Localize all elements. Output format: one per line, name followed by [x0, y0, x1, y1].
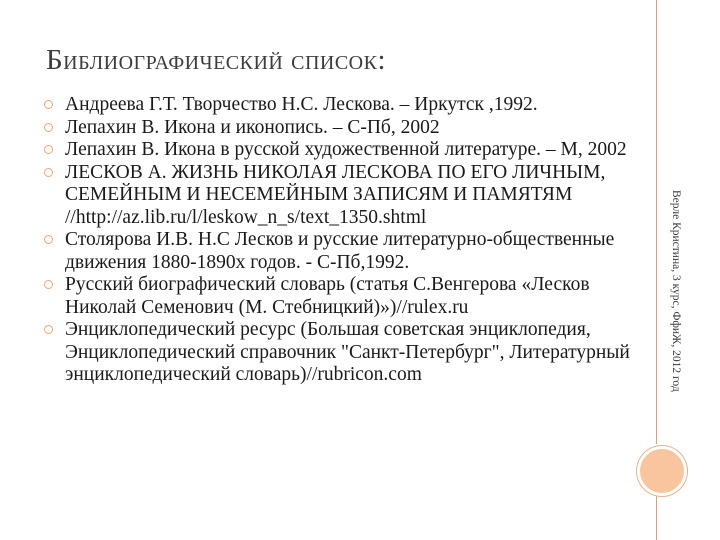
list-item-text: Андреева Г.Т. Творчество Н.С. Лескова. – Иркутск ,1992.: [65, 94, 538, 115]
list-item-text: ЛЕСКОВ А. ЖИЗНЬ НИКОЛАЯ ЛЕСКОВА ПО ЕГО ЛИЧНЫМ, СЕМЕЙНЫМ И НЕСЕМЕЙНЫМ ЗАПИСЯМ И ПАМЯТЯМ //http://az.lib.ru/l/leskow_n_s/text_1350.shtml: [65, 161, 606, 228]
bibliography-list: [40, 94, 640, 387]
bullet-icon: [44, 168, 53, 177]
slide-title: Библиографический список:: [46, 44, 387, 76]
list-item: [40, 274, 640, 319]
list-item-text: Русский биографический словарь (статья С.Венгерова «Лесков Николай Семенович (М. Стебницкий)»)//rulex.ru: [65, 274, 590, 318]
bullet-icon: [44, 235, 53, 244]
bullet-icon: [44, 145, 53, 154]
side-caption: Верле Кристина, 3 курс, ФфиЖ, 2012 год: [670, 190, 682, 392]
list-item: [40, 94, 640, 117]
bullet-icon: [44, 123, 53, 132]
list-item-text: Лепахин В. Икона и иконопись. – С-Пб, 2002: [65, 116, 440, 138]
bullet-icon: [44, 280, 53, 289]
list-item: [40, 139, 640, 162]
decorative-circle-icon: [637, 446, 687, 496]
bullet-icon: [44, 325, 53, 334]
list-item: [40, 117, 640, 140]
list-item-text: Энциклопедический ресурс (Большая советская энциклопедия, Энциклопедический справочник "Санкт-Петербург", Литературный энциклопедический словарь)//rubricon.com: [65, 319, 630, 385]
list-item-text: Лепахин В. Икона в русской художественной литературе. – М, 2002: [65, 139, 627, 160]
vertical-divider: [656, 0, 657, 444]
bullet-icon: [44, 100, 53, 109]
list-item: [40, 229, 640, 274]
list-item-text: Столярова И.В. Н.С Лесков и русские литературно-общественные движения 1880-1890х годов. - С-Пб,1992.: [65, 229, 615, 273]
list-item: [40, 162, 640, 230]
vertical-divider-bottom: [656, 492, 657, 540]
list-item: [40, 319, 640, 387]
